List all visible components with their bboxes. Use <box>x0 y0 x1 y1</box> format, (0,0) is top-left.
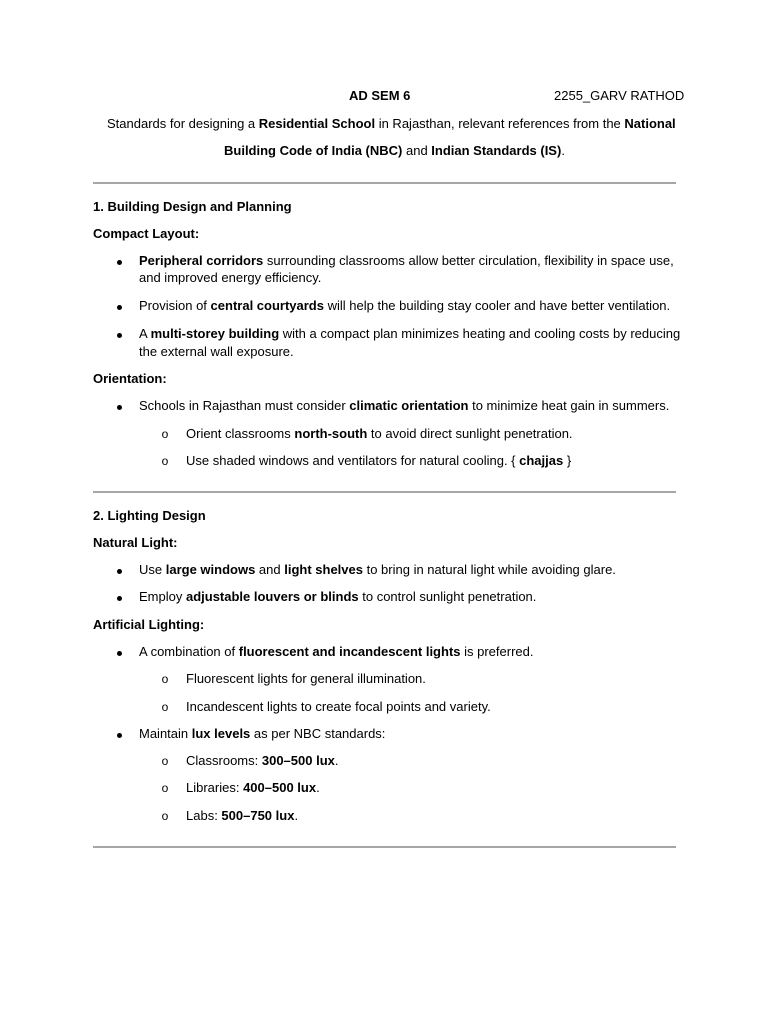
sub-bullet-icon: o <box>161 700 169 714</box>
intro-line-2: Building Code of India (NBC) and Indian Standards (IS). <box>224 143 565 158</box>
section-heading-building-design: 1. Building Design and Planning <box>93 199 292 214</box>
divider <box>93 182 676 184</box>
sub-bullet-icon: o <box>161 672 169 686</box>
bullet-icon <box>114 325 124 343</box>
bullet-icon <box>114 588 124 606</box>
section-heading-lighting-design: 2. Lighting Design <box>93 508 206 523</box>
sub-item-lux-labs: Labs: 500–750 lux. <box>186 808 299 823</box>
subheading-compact-layout: Compact Layout: <box>93 226 200 241</box>
subheading-orientation: Orientation: <box>93 371 167 386</box>
sub-item-north-south: Orient classrooms north-south to avoid direct sunlight penetration. <box>186 426 573 441</box>
intro-line-1: Standards for designing a Residential School in Rajasthan, relevant references from the National <box>107 116 676 131</box>
bullet-icon <box>114 561 124 579</box>
list-item-multi-storey: A multi-storey building with a compact plan minimizes heating and cooling costs by reducing <box>139 326 681 341</box>
sub-item-fluorescent: Fluorescent lights for general illumination. <box>186 671 426 686</box>
sub-item-lux-libraries: Libraries: 400–500 lux. <box>186 780 320 795</box>
bullet-icon <box>114 397 124 415</box>
divider <box>93 491 676 493</box>
sub-bullet-icon: o <box>161 754 169 768</box>
sub-bullet-icon: o <box>161 454 169 468</box>
sub-bullet-icon: o <box>161 427 169 441</box>
sub-item-chajjas: Use shaded windows and ventilators for natural cooling. { chajjas } <box>186 453 572 468</box>
list-item-multi-storey-cont: the external wall exposure. <box>139 344 294 359</box>
list-item-climatic-orientation: Schools in Rajasthan must consider climatic orientation to minimize heat gain in summers. <box>139 398 670 413</box>
list-item-lux-levels: Maintain lux levels as per NBC standards: <box>139 726 386 741</box>
list-item-peripheral-corridors-cont: and improved energy efficiency. <box>139 270 322 285</box>
bullet-icon <box>114 252 124 270</box>
list-item-louvers: Employ adjustable louvers or blinds to control sunlight penetration. <box>139 589 537 604</box>
sub-item-lux-classrooms: Classrooms: 300–500 lux. <box>186 753 339 768</box>
list-item-large-windows: Use large windows and light shelves to bring in natural light while avoiding glare. <box>139 562 616 577</box>
list-item-central-courtyards: Provision of central courtyards will help the building stay cooler and have better ventilation. <box>139 298 671 313</box>
list-item-peripheral-corridors: Peripheral corridors surrounding classrooms allow better circulation, flexibility in space use, <box>139 253 674 268</box>
subheading-natural-light: Natural Light: <box>93 535 178 550</box>
bullet-icon <box>114 725 124 743</box>
bullet-icon <box>114 297 124 315</box>
sub-bullet-icon: o <box>161 781 169 795</box>
divider <box>93 846 676 848</box>
bullet-icon <box>114 643 124 661</box>
subheading-artificial-lighting: Artificial Lighting: <box>93 617 205 632</box>
sub-item-incandescent: Incandescent lights to create focal points and variety. <box>186 699 491 714</box>
sub-bullet-icon: o <box>161 809 169 823</box>
list-item-light-combination: A combination of fluorescent and incandescent lights is preferred. <box>139 644 534 659</box>
student-id: 2255_GARV RATHOD <box>554 88 685 103</box>
course-title: AD SEM 6 <box>349 88 411 103</box>
